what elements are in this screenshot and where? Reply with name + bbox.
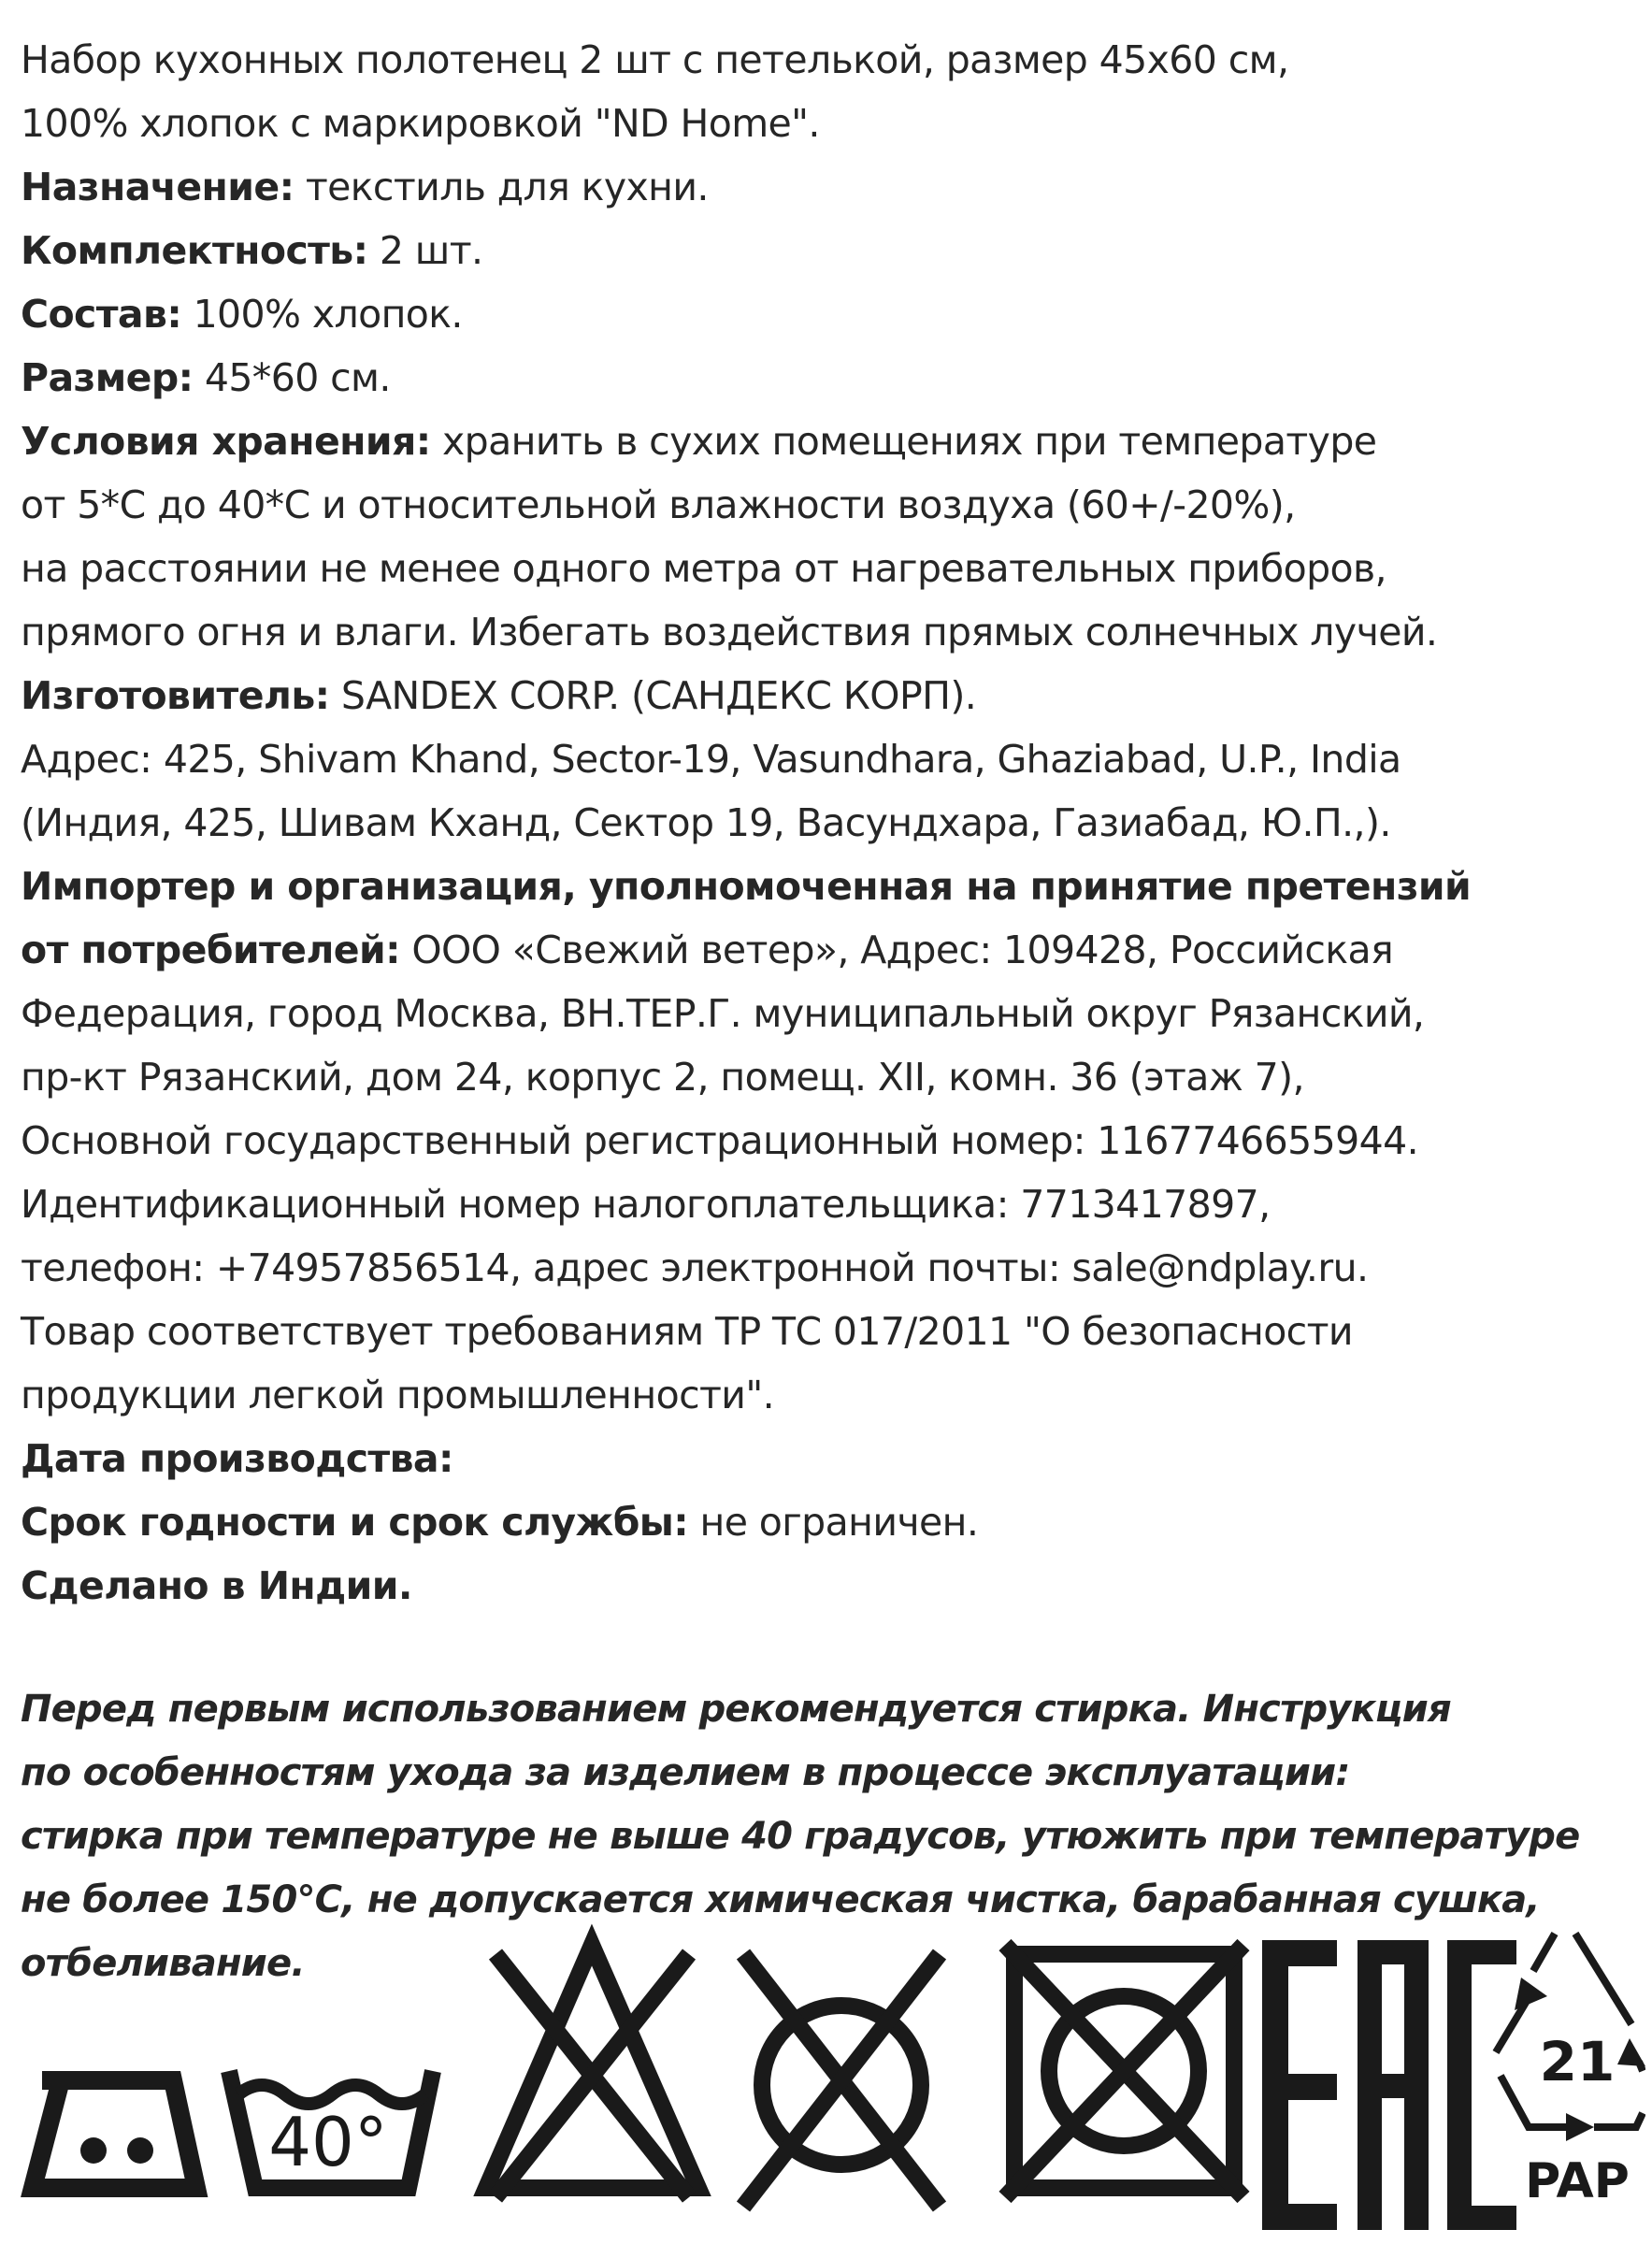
storage-line-1: хранить в сухих помещениях при температуре (430, 419, 1377, 464)
importer-line-3: Федерация, город Москва, ВН.ТЕР.Г. муниципальный округ Рязанский, (21, 991, 1425, 1036)
purpose-row (21, 155, 1643, 219)
recycle-code: PAP (1525, 2153, 1630, 2209)
set-value: 2 шт. (367, 228, 483, 273)
production-date-label: Дата производства: (21, 1436, 453, 1481)
importer-line-4: пр-кт Рязанский, дом 24, корпус 2, помещ. XII, комн. 36 (этаж 7), (21, 1055, 1304, 1100)
no-dry-clean-icon (743, 1954, 940, 2207)
care-line-4: не более 150°С, не допускается химическая чистка, барабанная сушка, (21, 1878, 1540, 1921)
manufacturer-value: SANDEX CORP. (САНДЕКС КОРП). (329, 673, 977, 718)
set-label: Комплектность: (21, 228, 368, 273)
iron-two-dots-icon (33, 2080, 196, 2188)
spacer (21, 1618, 1643, 1677)
purpose-label: Назначение: (21, 165, 294, 209)
care-symbols-row (14, 1889, 1645, 2235)
address-line-1: Адрес: 425, Shivam Khand, Sector-19, Vasundhara, Ghaziabad, U.P., India (21, 737, 1401, 782)
recycle-pap-21-icon (1496, 1934, 1645, 2209)
no-tumble-dry-icon (1005, 1945, 1243, 2197)
manufacturer-row (21, 664, 1643, 727)
composition-row (21, 282, 1643, 346)
storage-line-3: на расстоянии не менее одного метра от нагревательных приборов, (21, 546, 1386, 591)
composition-value: 100% хлопок. (181, 292, 463, 337)
eac-mark-icon (1262, 1940, 1516, 2230)
wash-temp-text: 40° (268, 2103, 388, 2181)
made-in: Сделано в Индии. (21, 1563, 412, 1608)
address-line-2: (Индия, 425, Шивам Кханд, Сектор 19, Васундхара, Газиабад, Ю.П.,). (21, 800, 1391, 845)
care-line-2: по особенностям ухода за изделием в процессе эксплуатации: (21, 1751, 1350, 1794)
care-line-3: стирка при температуре не выше 40 градусов, утюжить при температуре (21, 1815, 1580, 1858)
size-label: Размер: (21, 355, 194, 400)
care-symbols-svg (14, 1889, 1645, 2235)
importer-line-5: Основной государственный регистрационный номер: 1167746655944. (21, 1118, 1419, 1163)
storage-line-4: прямого огня и влаги. Избегать воздействия прямых солнечных лучей. (21, 610, 1438, 654)
wash-40-icon (229, 2071, 433, 2188)
compliance-line-2: продукции легкой промышленности". (21, 1373, 775, 1417)
size-value: 45*60 см. (193, 355, 391, 400)
storage-line-2: от 5*С до 40*С и относительной влажности воздуха (60+/-20%), (21, 482, 1296, 527)
title-line-1: Набор кухонных полотенец 2 шт с петелькой, размер 45х60 см, (21, 37, 1289, 82)
importer-label-line-1: Импортер и организация, уполномоченная на принятие претензий (21, 864, 1472, 909)
purpose-value: текстиль для кухни. (294, 165, 709, 209)
importer-row-2 (21, 918, 1643, 982)
storage-row (21, 410, 1643, 473)
shelf-life-value: не ограничен. (688, 1500, 979, 1545)
size-row (21, 346, 1643, 410)
importer-line-7: телефон: +74957856514, адрес электронной почты: sale@ndplay.ru. (21, 1245, 1369, 1290)
shelf-life-label: Срок годности и срок службы: (21, 1500, 689, 1545)
manufacturer-label: Изготовитель: (21, 673, 330, 718)
storage-label: Условия хранения: (21, 419, 431, 464)
no-bleach-icon (486, 1945, 698, 2197)
set-row (21, 219, 1643, 282)
shelf-life-row (21, 1490, 1643, 1554)
compliance-line-1: Товар соответствует требованиям ТР ТС 017/2011 "О безопасности (21, 1309, 1353, 1354)
importer-value-line-2: ООО «Свежий ветер», Адрес: 109428, Российская (399, 928, 1394, 972)
importer-label-line-2: от потребителей: (21, 928, 400, 972)
product-label (21, 28, 1643, 1995)
care-line-1: Перед первым использованием рекомендуется стирка. Инструкция (21, 1688, 1451, 1731)
recycle-number: 21 (1539, 2030, 1616, 2093)
importer-line-6: Идентификационный номер налогоплательщика: 7713417897, (21, 1182, 1271, 1227)
composition-label: Состав: (21, 292, 182, 337)
title-line-2: 100% хлопок с маркировкой "ND Home". (21, 101, 820, 146)
care-line-5: отбеливание. (21, 1942, 305, 1985)
